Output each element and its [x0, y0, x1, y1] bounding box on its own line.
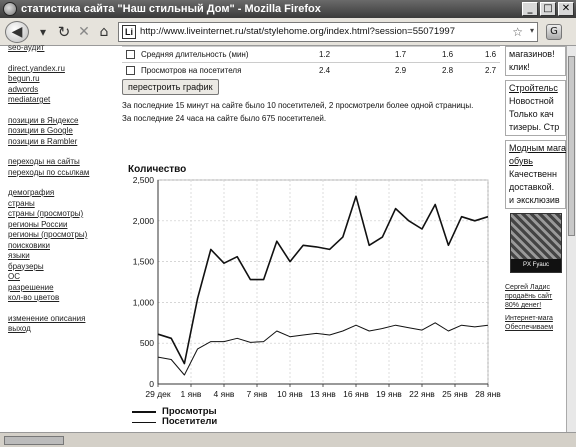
- stats-row-label: Средняя длительность (мин): [141, 49, 249, 59]
- ad-link[interactable]: 80% денег!: [505, 302, 542, 309]
- stats-row-checkbox[interactable]: [126, 66, 135, 75]
- history-dropdown-button[interactable]: [32, 21, 54, 43]
- y-tick-label: 500: [139, 338, 154, 349]
- ad-text: магазинов!: [509, 49, 555, 59]
- y-tick-label: 2,500: [132, 175, 154, 185]
- navigation-toolbar: [0, 18, 576, 46]
- sidebar-link-seo-audit[interactable]: seo-аудит: [8, 43, 45, 52]
- status-bar: [0, 432, 576, 447]
- visitors-24h-note: За последние 24 часа на сайте было 675 посетителей.: [122, 114, 327, 123]
- addon-icon[interactable]: G: [546, 24, 562, 40]
- ad-text: Только кач: [509, 109, 554, 119]
- ad-text: доставкой.: [509, 182, 555, 192]
- chevron-down-icon: ▾: [39, 24, 47, 39]
- rebuild-chart-button[interactable]: перестроить график: [122, 79, 219, 95]
- sidebar-link-logout[interactable]: выход: [8, 324, 31, 333]
- reload-button[interactable]: [54, 21, 74, 43]
- legend-label-views: Просмотры: [162, 406, 217, 417]
- sidebar-link-regions-views[interactable]: регионы (просмотры): [8, 230, 88, 239]
- sidebar-link-yandex-positions[interactable]: позиции в Яндексе: [8, 115, 79, 125]
- ad-link[interactable]: Обеспечиваем: [505, 324, 554, 331]
- stats-value: 1.6: [442, 49, 454, 59]
- reload-icon: ↻: [57, 22, 71, 41]
- chart-title: Количество: [128, 164, 187, 175]
- ad-block: [505, 46, 566, 76]
- sidebar-link-rambler-positions[interactable]: позиции в Rambler: [8, 136, 78, 146]
- visitors-15min-note: За последние 15 минут на сайте было 10 посетителей, 2 просмотрели более одной страницы.: [122, 101, 474, 110]
- page-content: [0, 43, 567, 432]
- sidebar-link-resolution[interactable]: разрешение: [8, 282, 54, 292]
- x-tick-label: 1 янв: [180, 389, 202, 399]
- stats-value: 2.7: [485, 65, 497, 75]
- ad-link[interactable]: продаёнь сайт: [505, 293, 553, 300]
- stats-value: 1.6: [485, 49, 497, 59]
- ad-title-link[interactable]: Модным мага: [509, 143, 567, 153]
- x-tick-label: 25 янв: [442, 389, 468, 399]
- address-bar[interactable]: [118, 22, 538, 42]
- y-tick-label: 0: [149, 379, 154, 389]
- ad-block: [505, 140, 566, 209]
- y-tick-label: 1,500: [132, 256, 154, 267]
- y-tick-label: 2,000: [132, 215, 154, 226]
- sidebar-link-google-positions[interactable]: позиции в Google: [8, 126, 73, 135]
- stop-icon: ✕: [78, 23, 90, 40]
- bookmark-star-icon[interactable]: ☆: [512, 24, 523, 39]
- ad-text: Новостной: [509, 96, 554, 106]
- sidebar-link-search-engines[interactable]: поисковики: [8, 240, 50, 250]
- scrollbar-thumb[interactable]: [568, 56, 575, 236]
- x-tick-label: 7 янв: [246, 389, 268, 399]
- sidebar-link-edit-description[interactable]: изменение описания: [8, 313, 86, 323]
- close-button[interactable]: ✕: [558, 2, 574, 16]
- sidebar-link-site-transitions[interactable]: переходы на сайты: [8, 157, 80, 166]
- stats-value: 2.8: [442, 65, 454, 75]
- ad-link[interactable]: Интернет-мага: [505, 315, 553, 322]
- chart-legend: [132, 407, 217, 427]
- sidebar-link-os[interactable]: ОС: [8, 272, 20, 281]
- sidebar-link-demography[interactable]: демография: [8, 188, 55, 197]
- horizontal-scrollbar-thumb[interactable]: [4, 436, 64, 445]
- stats-sidebar: [8, 43, 118, 335]
- home-button[interactable]: [94, 21, 114, 43]
- ad-link[interactable]: Сергей Ладис: [505, 284, 550, 291]
- maximize-button[interactable]: □: [540, 2, 556, 16]
- stats-value: 1.7: [395, 49, 407, 59]
- ad-text: и эксклюзив: [509, 195, 560, 205]
- sidebar-link-colors[interactable]: кол-во цветов: [8, 293, 60, 302]
- stats-value: 2.9: [395, 65, 407, 75]
- site-identity-icon[interactable]: Li: [122, 25, 136, 39]
- stats-row-avg-duration: [122, 46, 500, 61]
- home-icon: ⌂: [99, 23, 109, 40]
- sidebar-link-russia-regions[interactable]: регионы России: [8, 219, 68, 229]
- x-tick-label: 29 дек: [145, 389, 171, 399]
- x-tick-label: 28 янв: [475, 389, 501, 399]
- right-ad-column: [505, 46, 566, 432]
- sidebar-link-begun[interactable]: begun.ru: [8, 74, 40, 83]
- window-titlebar: [0, 0, 576, 18]
- stats-row-views-per-visitor: [122, 62, 500, 77]
- legend-swatch-views: [132, 411, 156, 413]
- stats-row-label: Просмотров на посетителя: [141, 65, 242, 75]
- ad-image-caption: PX Fyauc: [511, 259, 561, 272]
- sidebar-link-countries[interactable]: страны: [8, 198, 35, 208]
- x-tick-label: 22 янв: [409, 389, 435, 399]
- ad-title-link[interactable]: обувь: [509, 156, 533, 166]
- arrow-left-icon: ◀: [5, 21, 29, 43]
- ad-text: клик!: [509, 62, 530, 72]
- legend-swatch-visitors: [132, 422, 156, 423]
- sidebar-link-direct[interactable]: direct.yandex.ru: [8, 63, 65, 73]
- url-text[interactable]: http://www.liveinternet.ru/stat/stylehome.org/index.html?session=55071997: [140, 26, 455, 37]
- x-tick-label: 19 янв: [376, 389, 402, 399]
- minimize-button[interactable]: _: [522, 2, 538, 16]
- stop-button[interactable]: [74, 21, 94, 43]
- url-dropdown-icon[interactable]: ▾: [529, 25, 534, 35]
- sidebar-link-languages[interactable]: языки: [8, 251, 30, 260]
- sidebar-link-adwords[interactable]: adwords: [8, 84, 39, 94]
- ad-title-link[interactable]: Стройтельс: [509, 83, 558, 93]
- sidebar-link-browsers[interactable]: браузеры: [8, 261, 44, 271]
- sidebar-link-countries-views[interactable]: страны (просмотры): [8, 209, 84, 218]
- sidebar-link-mediatarget[interactable]: mediatarget: [8, 95, 51, 104]
- window-title: статистика сайта "Наш стильный Дом" - Mozilla Firefox: [21, 3, 321, 15]
- y-tick-label: 1,000: [132, 297, 154, 308]
- x-tick-label: 10 янв: [277, 389, 303, 399]
- ad-text: Качественн: [509, 169, 557, 179]
- legend-label-visitors: Посетители: [162, 416, 218, 427]
- stats-value: 1.2: [319, 49, 331, 59]
- stats-value: 2.4: [319, 65, 331, 75]
- firefox-icon: [3, 2, 17, 16]
- sidebar-link-link-transitions[interactable]: переходы по ссылкам: [8, 167, 90, 177]
- ad-image[interactable]: [510, 213, 562, 273]
- x-tick-label: 13 янв: [310, 389, 336, 399]
- stats-row-checkbox[interactable]: [126, 50, 135, 59]
- x-tick-label: 16 янв: [343, 389, 369, 399]
- ad-text: тизеры. Стр: [509, 122, 560, 132]
- x-tick-label: 4 янв: [213, 389, 235, 399]
- visits-line-chart: [118, 172, 501, 406]
- back-button[interactable]: [2, 21, 32, 43]
- ad-block: [505, 80, 566, 136]
- vertical-scrollbar[interactable]: [566, 46, 576, 432]
